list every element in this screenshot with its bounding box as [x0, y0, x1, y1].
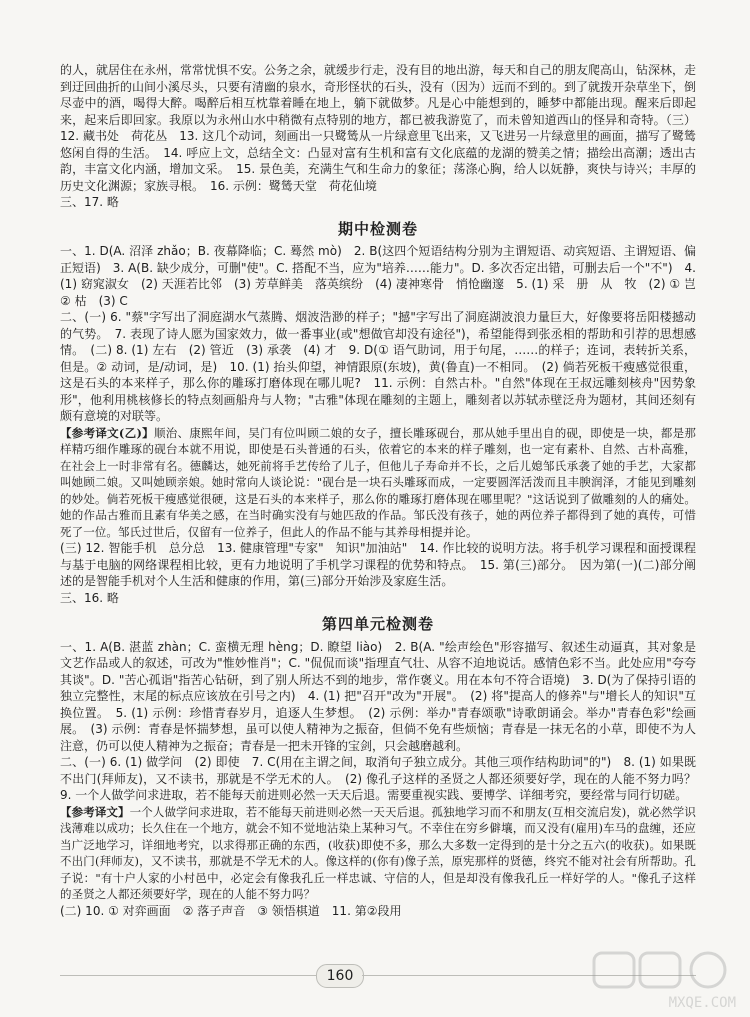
page-number-rule-left: [60, 975, 316, 976]
unit4-translation: [60, 804, 696, 903]
page-number: 160: [316, 964, 364, 988]
midterm-part3-answers: (三) 12. 智能手机 总分总 13. 健康管理"专家" 知识"加油站" 14. 作比较的说明方法。将手机学习课程和面授课程与基于电脑的网络课程相比较，更有力地说明了手机学习课程的优势和特点。 15. 第(三)部分。 因为第(一)(二)部分阐述的是智能手机对个人生活和健康的作用，第(三)部分开始涉及家庭生活。: [60, 541, 696, 588]
answer-content: [60, 62, 709, 919]
watermark-url: MXQE.COM: [668, 995, 736, 1011]
unit4-translation-text: 一个人做学问求进取，若不能每天前进则必然一天天后退。孤独地学习而不和朋友(互相交流启发)，就必然学识浅薄难以成功；长久住在一个地方，就会不知不觉地沾染上某种习气。不幸住在穷乡僻壤，而又没有(雇用)车马的盘缠，还应当广泛地学习，详细地考究，以求得那正确的东西，(收获)即使不多，那么大多数一定得到的是十分之五六(的收获)。如果既不出门(拜师友)，又不读书，那就是不学无术的人。像这样的(你有)像子羔，原宪那样的贤德，终究不能对社会有所帮助。孔子说："有十户人家的小村邑中，必定会有像我孔丘一样忠诚、守信的人，但是却没有像我孔丘一样好学的人。"像孔子这样的圣贤之人都还须要好学，现在的人能不努力吗？: [60, 804, 696, 901]
unit4-part1-answers: 一、1. A(B. 湛蓝 zhàn；C. 蛮横无理 hèng；D. 瞭望 liào) 2. B(A. "绘声绘色"形容描写、叙述生动逼真，其对象是文艺作品或人的叙述，可改为"惟妙惟肖"；C. "侃侃而谈"指理直气壮、从容不迫地说话。感情色彩不当。此处应用"夸夸其谈"。D. "苦心孤诣"指苦心钻研，到了别人所达不到的地步，常作褒义。用在本句不符合语境) 3. D(为了保持引语的独立完整性，末尾的标点应该放在引号之内) 4. (1) 把"召开"改为"开展"。 (2) 将"提高人的修养"与"增长人的知识"互换位置。 5. (1) 示例：珍惜青春岁月，追逐人生梦想。 (2) 示例：举办"青春颂歌"诗歌朗诵会。举办"青春色彩"绘画展。 (3) 示例：青春是怀揣梦想，虽可以使人精神为之振奋，但倘不免有些烦恼；青春是一抹无名的小草，即使不为人注意，仍可以使人精神为之振奋；青春是一把未开锋的宝剑，只会越磨越利。: [60, 639, 696, 753]
section-title-midterm: 期中检测卷: [337, 219, 418, 238]
section-title-unit-four: 第四单元检测卷: [321, 615, 434, 633]
midterm-part1-answers: 一、1. D(A. 沼泽 zhǎo；B. 夜幕降临；C. 蓦然 mò) 2. B(这四个短语结构分别为主谓短语、动宾短语、主谓短语、偏正短语) 3. A(B. 缺少成分，可删"使"。C. 搭配不当，应为"培养……能力"。D. 多次否定出错，可删去后一个"不") 4. (1) 窈窕淑女 (2) 天涯若比邻 (3) 芳草鲜美 落英缤纷 (4) 凄神寒骨 悄怆幽邃 5. (1) 采 册 从 牧 (2) ① 岂 ② 枯 (3) C: [60, 244, 709, 308]
unit4-part3-answers: (二) 10. ① 对弈画面 ② 落子声音 ③ 领悟棋道 11. 第②段用: [60, 903, 402, 918]
unit4-translation-label: 【参考译文】: [60, 804, 130, 819]
midterm-part4-answers: 三、16. 略: [60, 590, 119, 605]
midterm-translation-text: 顺治、康熙年间，吴门有位叫顾二娘的女子，擅长雕琢砚台，那从她手里出自的砚，即使是一块，都是那样精巧细作雕琢的砚台本就不用说，即使是石头普通的石头，依着它的本来的样子雕刻，也一定有素朴、自然、古朴高雅，在社会上一时非常有名。德麟达，她死前将手艺传给了儿子，但他儿子寿命并不长，之后儿媳邹氏承袭了她的手艺，大家都叫她顾二娘。又叫她顾亲娘。她时常向人谈论说："砚台是一块石头雕琢而成，一定要圆浑活泼而且丰腴润泽，才能见到雕刻的妙处。倘若死板干瘦感觉很硬，这是石头的本来样子，那么你的雕琢打磨体现在哪里呢？"这话说到了做雕刻的人的痛处。她的作品古雅而且素有华美之感，在当时确实没有与她匹敌的作品。邹氏没有孩子，她的两位养子都得到了她的真传，可惜死了一位。邹氏过世后，仅留有一位养子，但此人的作品不能与其养母相提并论。: [60, 425, 696, 539]
watermark: [590, 949, 740, 1013]
midterm-part2-answers: 二、(一) 6. "蔡"字写出了洞庭湖水气蒸腾、烟波浩渺的样子；"撼"字写出了洞庭湖波浪力量巨大，好像要将岳阳楼撼动的气势。 7. 表现了诗人愿为国家效力，做一番事业(或"想做官却没有途径")，希望能得到张丞相的帮助和引荐的思想感情。 (二) 8. (1) 左右 (2) 管近 (3) 承袭 (4) 才 9. D(① 语气助词，用于句尾，……的样子；连词，表转折关系，但是。② 动词，是/动词，是) 10. (1) 抬头仰望，神情跟原(东坡)，黄(鲁直)一不相同。 (2) 倘若死板干瘦感觉很重，这是石头的本来样子，那么你的雕琢打磨体现在哪儿呢? 11. 示例：自然古朴。"自然"体现在王叔远雕刻核舟"因势象形"，他利用桃核修长的特点刻画船舟与人物；"古雅"体现在雕刻的主题上，雕刻者以苏轼赤壁泛舟为题材，其间还刻有颇有意境的对联等。: [60, 310, 696, 423]
answers-previous-unit-three: 三、17. 略: [60, 195, 119, 209]
unit4-part2-answers: 二、(一) 6. (1) 做学问 (2) 即使 7. C(用在主谓之间，取消句子独立成分。其他三项作结构助词"的") 8. (1) 如果既不出门(拜师友)，又不读书，那就是不学无术的人。 (2) 像孔子这样的圣贤之人都还须要好学，现在的人能不努力吗？ 9. 一个人做学问求进取，若不能每天前进则必然一天天后退。需要重视实践、要博学、详细考究，要经常与同行切磋。: [60, 755, 709, 802]
midterm-translation-label: 【参考译文(乙)】: [60, 425, 154, 440]
answers-previous-unit-tail: 的人，就居住在永州，常常忧惧不安。公务之余，就缓步行走，没有目的地出游，每天和自己的朋友爬高山，钻深林，走到迂回曲折的山间小溪尽头，只要有清幽的泉水，奇形怪状的石头，没有（因为）远而不到的。到了就拨开杂草坐下，倒尽壶中的酒，喝得大醉。喝醉后相互枕靠着睡在地上，躺下就做梦。凡是心中能想到的，睡梦中都能出现。醒来后即起来，起来后即回家。我原以为永州山水中稍微有点特别的地方，都已被我游览了，而未曾知道西山的怪异和奇特。（三）12. 藏书处 荷花丛 13. 这几个动词，刻画出一只鹭鸶从一片绿意里飞出来，又飞进另一片绿意里的画面，描写了鹭鸶悠闲自得的生活。 14. 呼应上文，总结全文：凸显对富有生机和富有文化底蕴的龙湖的赞美之情；描绘出高潮；透出古韵，丰富文化内涵，增加文采。 15. 景色美，充满生气和生命力的象征；荡涤心胸，给人以妩静，爽快与诗兴；丰厚的历史文化渊源；家族寻根。 16. 示例：鹭鸶天堂 荷花仙境: [60, 63, 697, 193]
midterm-translation: [60, 425, 696, 541]
